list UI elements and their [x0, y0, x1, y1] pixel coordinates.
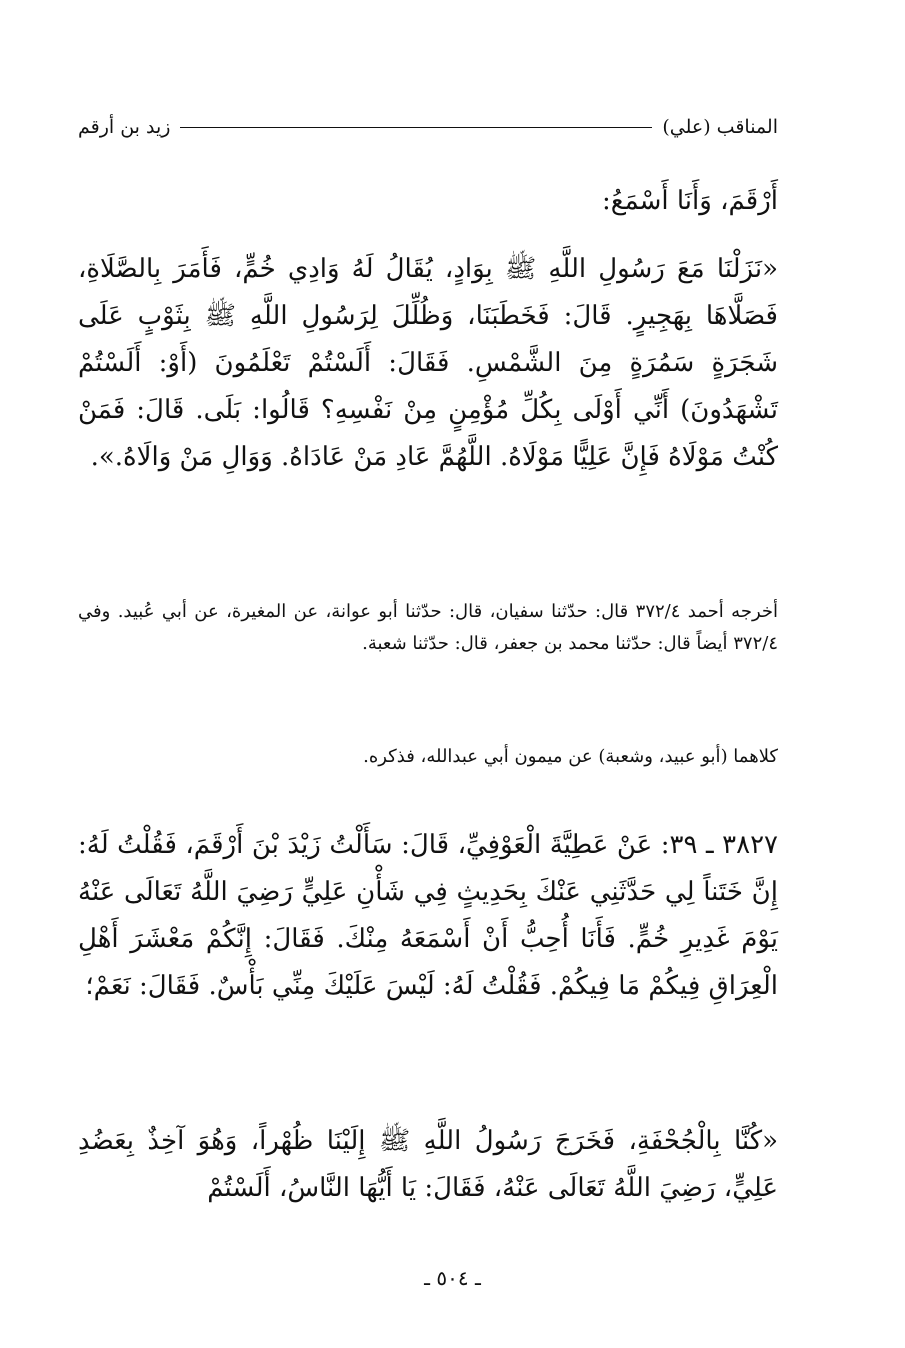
intro-line: أَرْقَمَ، وَأَنَا أَسْمَعُ: — [601, 186, 778, 216]
takhrij-note: أخرجه أحمد ٣٧٢/٤ قال: حدّثنا سفيان، قال: حدّثنا أبو عوانة، عن المغيرة، عن أبي عُبيد. وفي ٣٧٢/٤ أيضاً قال: حدّثنا محمد بن جعفر، قال: حدّثنا شعبة. — [78, 601, 779, 654]
header-rule — [180, 127, 652, 128]
hadith-1-block — [78, 246, 778, 481]
both-note-block — [78, 741, 778, 773]
header-section-title: المناقب (علي) — [662, 116, 778, 138]
header-chapter-title: زيد بن أرقم — [78, 116, 171, 138]
both-note: كلاهما (أبو عبيد، وشعبة) عن ميمون أبي عبدالله، فذكره. — [363, 746, 778, 767]
takhrij-block — [78, 596, 778, 660]
hadith-2-text: ٣٨٢٧ ـ ٣٩: عَنْ عَطِيَّةَ الْعَوْفِيِّ، قَالَ: سَأَلْتُ زَيْدَ بْنَ أَرْقَمَ، فَقُلْتُ لَهُ: إِنَّ خَتَناً لِي حَدَّثَنِي عَنْكَ بِحَدِيثٍ فِي شَأْنِ عَلِيٍّ رَضِيَ اللَّهُ تَعَالَى عَنْهُ يَوْمَ غَدِيرِ خُمٍّ. فَأَنَا أُحِبُّ أَنْ أَسْمَعَهُ مِنْكَ. فَقَالَ: إِنَّكُمْ مَعْشَرَ أَهْلِ الْعِرَاقِ فِيكُمْ مَا فِيكُمْ. فَقُلْتُ لَهُ: لَيْسَ عَلَيْكَ مِنِّي بَأْسٌ. فَقَالَ: نَعَمْ؛ — [78, 830, 778, 1001]
page-number: ـ ٥٠٤ ـ — [424, 1266, 481, 1290]
intro-line-block — [78, 178, 778, 225]
running-header — [78, 112, 778, 142]
hadith-1-text: «نَزَلْنَا مَعَ رَسُولِ اللَّهِ ﷺ بِوَادٍ، يُقَالُ لَهُ وَادِي خُمٍّ، فَأَمَرَ بِالصَّلَاةِ، فَصَلَّاهَا بِهَجِيرٍ. قَالَ: فَخَطَبَنَا، وَظُلِّلَ لِرَسُولِ اللَّهِ ﷺ بِثَوْبٍ عَلَى شَجَرَةٍ سَمُرَةٍ مِنَ الشَّمْسِ. فَقَالَ: أَلَسْتُمْ تَعْلَمُونَ (أَوْ: أَلَسْتُمْ تَشْهَدُونَ) أَنِّي أَوْلَى بِكُلِّ مُؤْمِنٍ مِنْ نَفْسِهِ؟ قَالُوا: بَلَى. قَالَ: فَمَنْ كُنْتُ مَوْلَاهُ فَإِنَّ عَلِيًّا مَوْلَاهُ. اللَّهُمَّ عَادِ مَنْ عَادَاهُ. وَوَالِ مَنْ وَالَاهُ.». — [78, 254, 778, 472]
hadith-3-text: «كُنَّا بِالْجُحْفَةِ، فَخَرَجَ رَسُولُ اللَّهِ ﷺ إِلَيْنَا ظُهْراً، وَهُوَ آخِذٌ بِعَضُدِ عَلِيٍّ، رَضِيَ اللَّهُ تَعَالَى عَنْهُ، فَقَالَ: يَا أَيُّهَا النَّاسُ، أَلَسْتُمْ — [78, 1126, 778, 1203]
hadith-2-block — [78, 822, 778, 1010]
hadith-3-block — [78, 1118, 778, 1212]
